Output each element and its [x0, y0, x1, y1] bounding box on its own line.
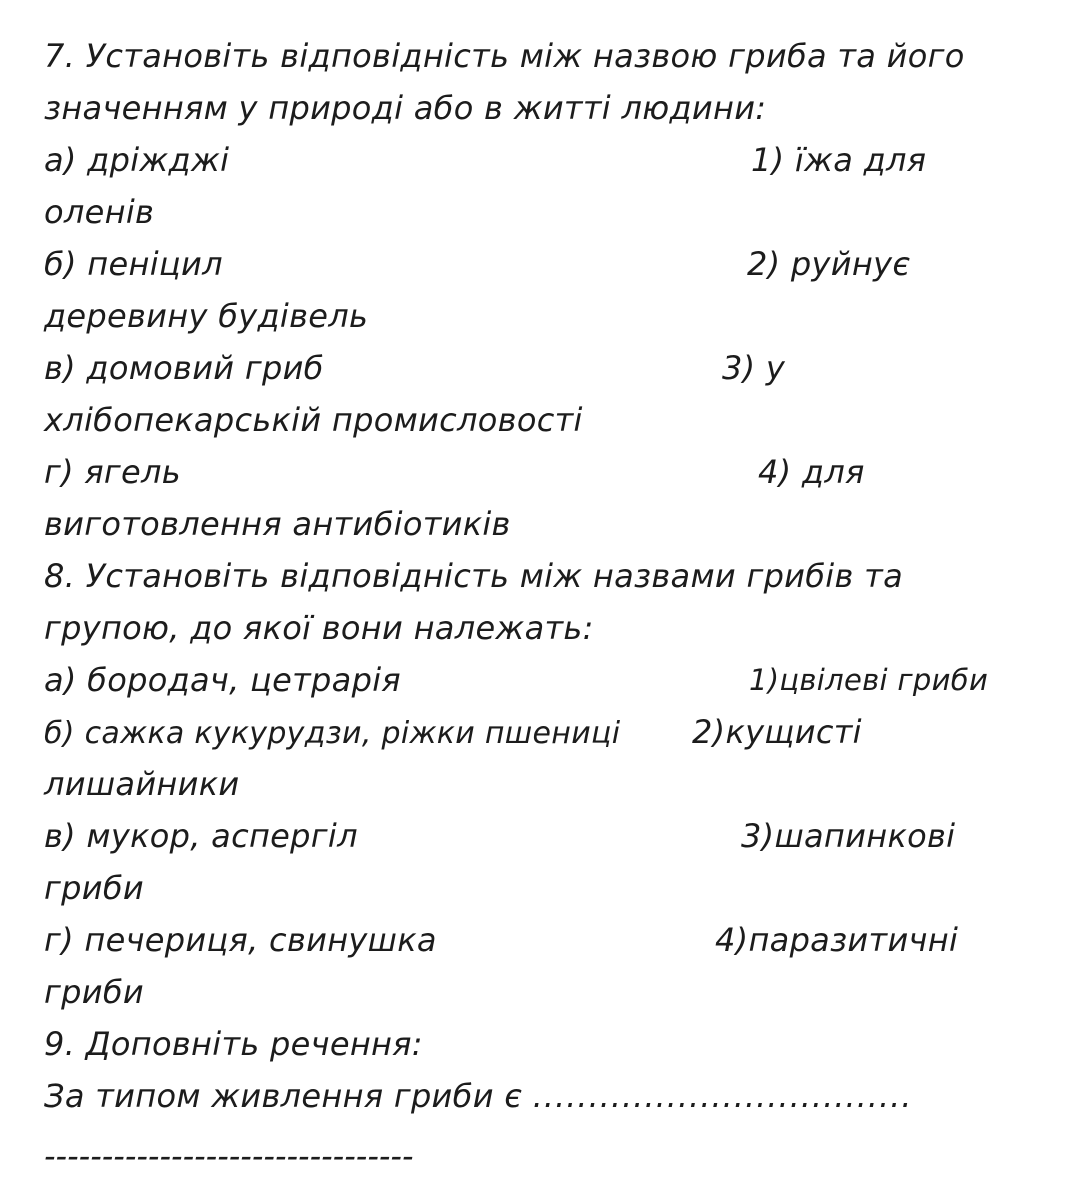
q9-answer-blank[interactable]: ..................................	[532, 1077, 913, 1115]
q7-title-line2: значенням у природі або в житті людини:	[44, 89, 767, 127]
q8-row-a	[44, 654, 1044, 706]
q7-row-b-cont: деревину будівель	[44, 297, 369, 335]
q8-title-line2: групою, до якої вони належать:	[44, 609, 594, 647]
q7-row-c-right: 3) у	[722, 349, 786, 387]
q7-row-d-right: 4) для	[758, 453, 865, 491]
q8-row-d	[44, 914, 1044, 966]
q7-row-d-cont: виготовлення антибіотиків	[44, 505, 511, 543]
q8-row-c	[44, 810, 1044, 862]
q7-row-b	[44, 238, 1044, 290]
q8-row-d-left: г) печериця, свинушка	[44, 921, 437, 959]
q9-title: 9. Доповніть речення:	[44, 1025, 423, 1063]
q8-row-b-left: б) сажка кукурудзи, ріжки пшениці	[44, 716, 621, 751]
q8-row-c-right: 3)шапинкові	[741, 817, 956, 855]
q7-row-a	[44, 134, 1044, 186]
q8-title-line1: 8. Установіть відповідність між назвами грибів та	[44, 557, 903, 595]
q7-row-b-left: б) пеніцил	[44, 245, 223, 283]
q9-answer-line[interactable]: --------------------------------	[44, 1137, 414, 1175]
q7-row-a-right: 1) їжа для	[751, 141, 927, 179]
q8-row-b	[44, 706, 1044, 758]
q7-row-d	[44, 446, 1044, 498]
q7-row-d-left: г) ягель	[44, 453, 181, 491]
q7-row-a-left: а) дріжджі	[44, 141, 230, 179]
q8-row-d-right: 4)паразитичні	[715, 921, 959, 959]
q7-row-a-cont: оленів	[44, 193, 155, 231]
q8-row-c-left: в) мукор, аспергіл	[44, 817, 358, 855]
q8-row-b-cont: лишайники	[44, 765, 240, 803]
q7-row-c-left: в) домовий гриб	[44, 349, 324, 387]
q9-sentence-line	[44, 1070, 1044, 1122]
q7-row-c-cont: хлібопекарській промисловості	[44, 401, 583, 439]
q8-row-b-right: 2)кущисті	[692, 713, 862, 751]
q8-row-a-right: 1)цвілеві гриби	[749, 663, 989, 697]
q9-sentence: За типом живлення гриби є	[44, 1077, 523, 1115]
q8-row-a-left: а) бородач, цетрарія	[44, 661, 401, 699]
q8-row-d-cont: гриби	[44, 973, 144, 1011]
q8-row-c-cont: гриби	[44, 869, 144, 907]
q7-row-b-right: 2) руйнує	[747, 245, 911, 283]
q7-title-line1: 7. Установіть відповідність між назвою гриба та його	[44, 37, 965, 75]
q7-row-c	[44, 342, 1044, 394]
worksheet	[44, 30, 1044, 1182]
